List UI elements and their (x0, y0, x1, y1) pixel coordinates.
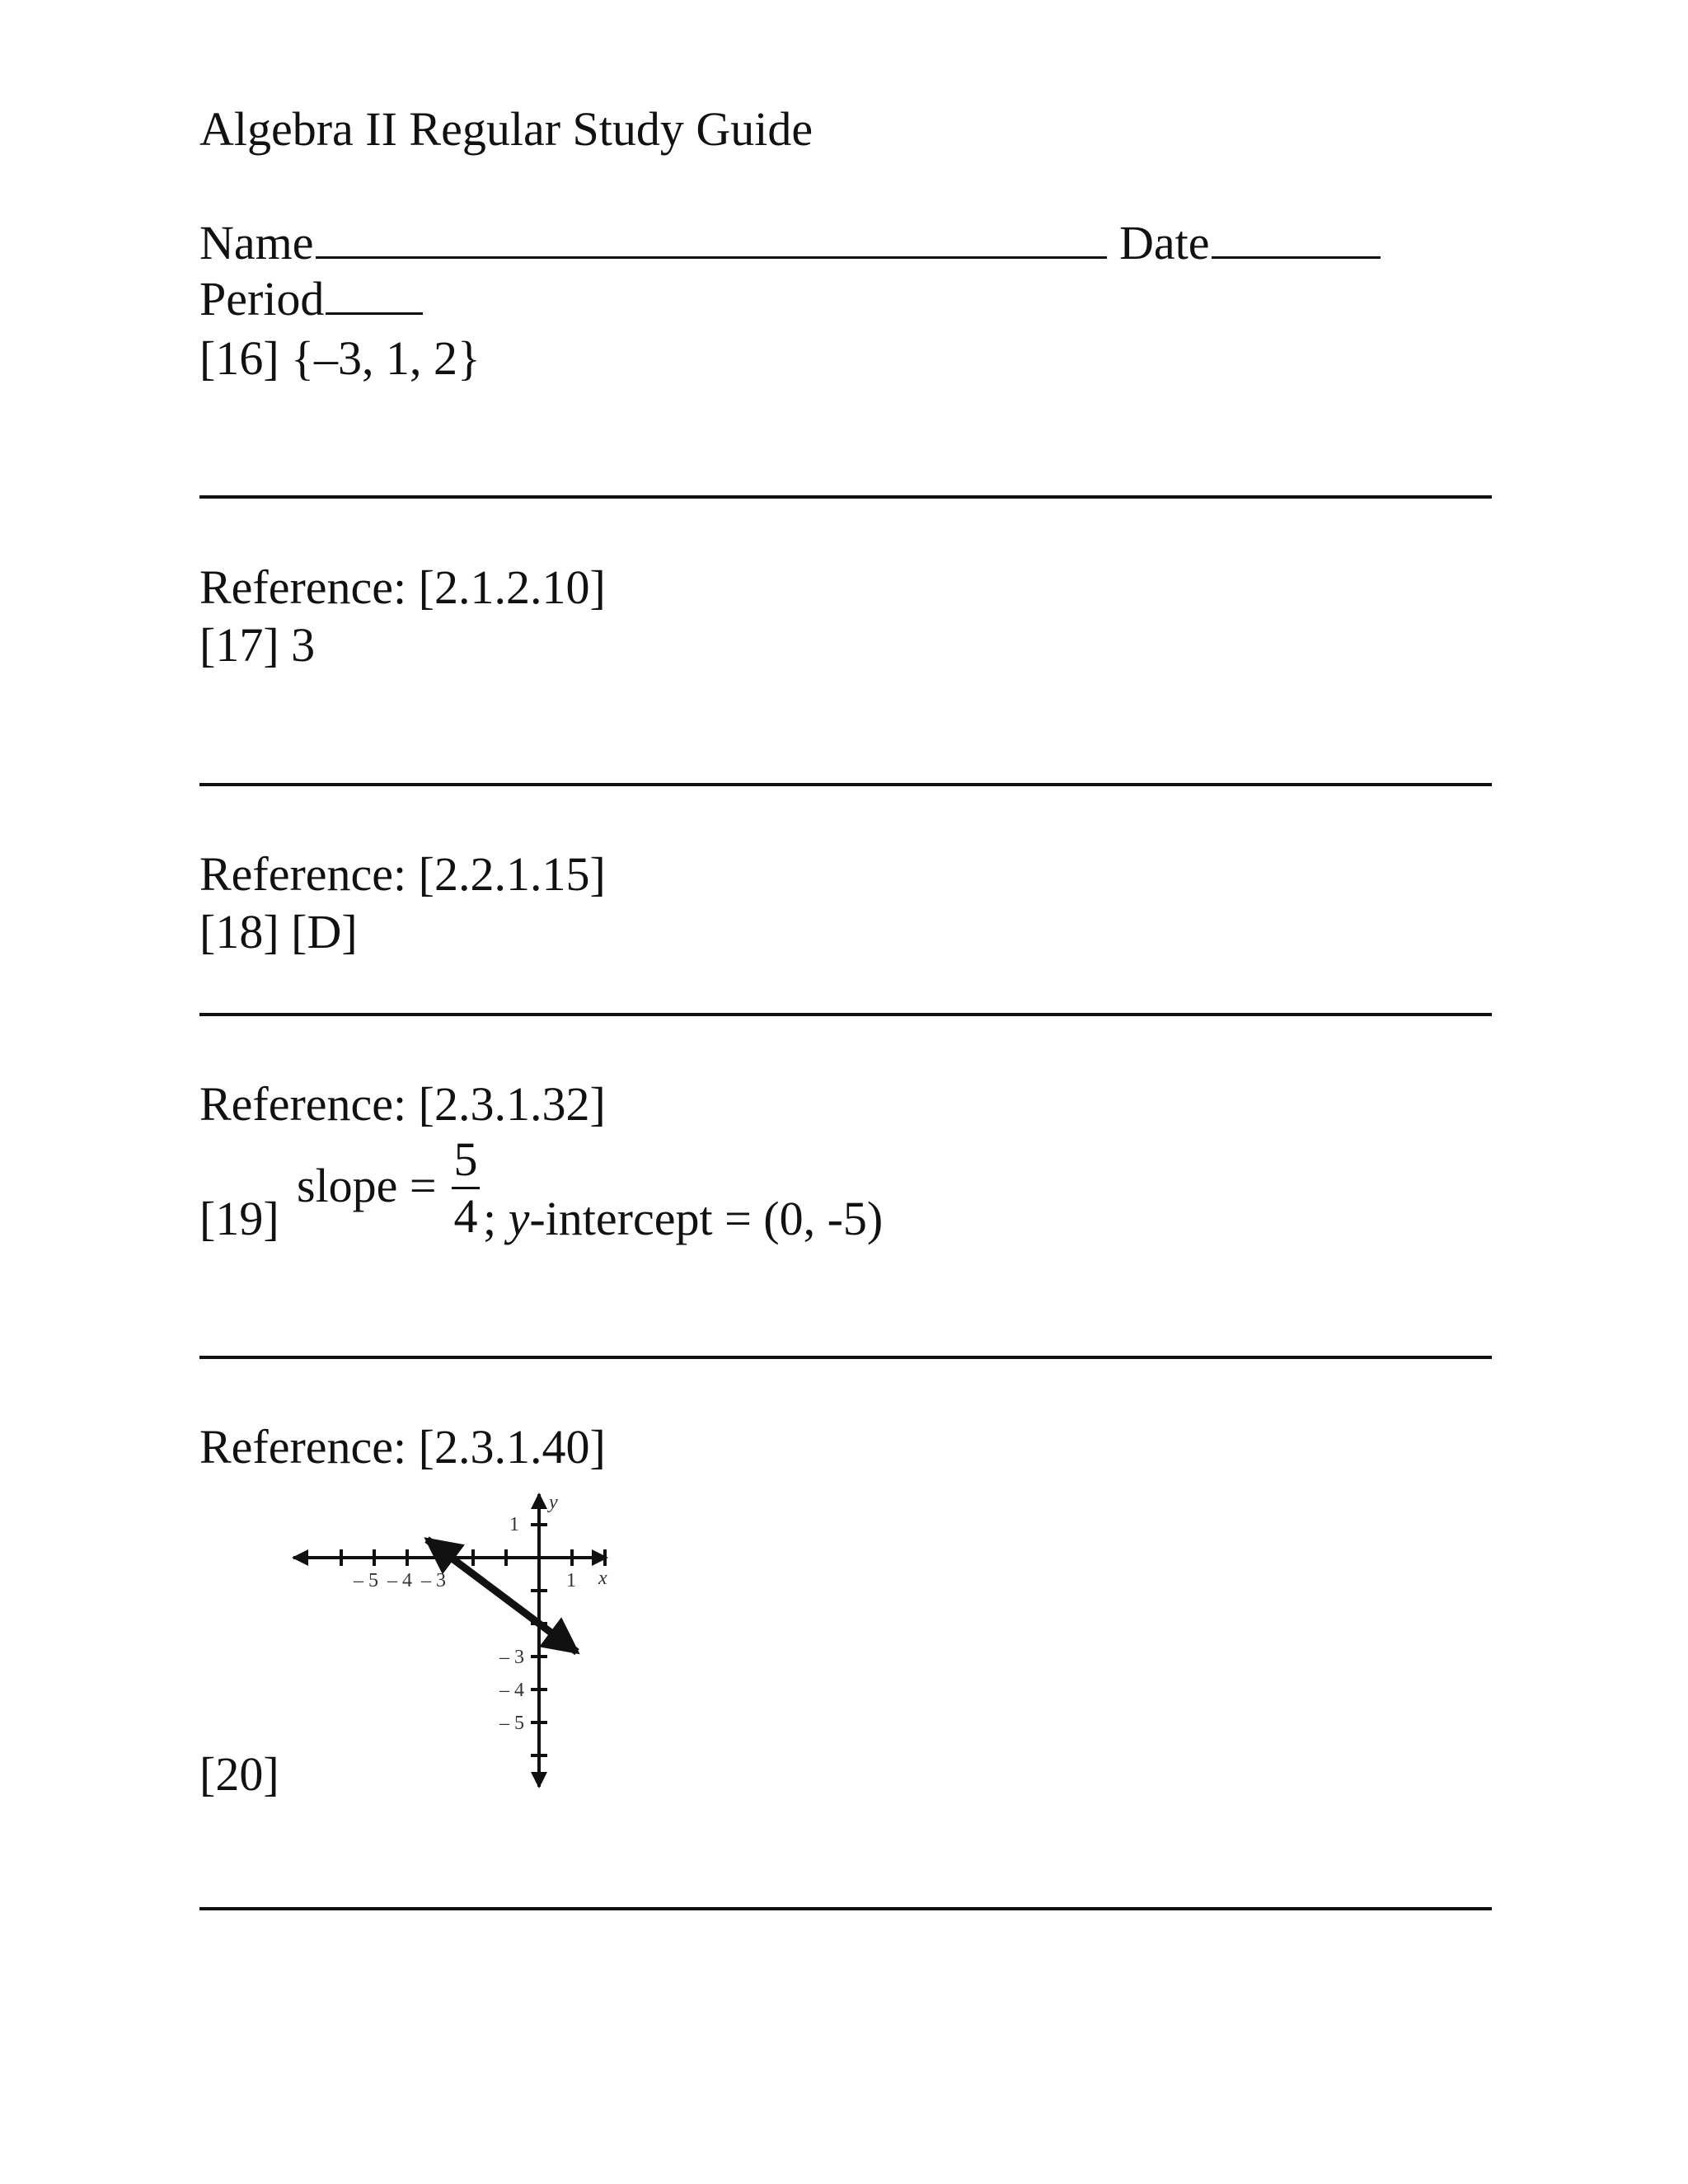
y-axis-label: y (549, 1492, 558, 1513)
answer-text: {–3, 1, 2} (291, 331, 481, 385)
divider (199, 1356, 1492, 1359)
y-tick-label-neg3: – 3 (499, 1647, 524, 1668)
period-field[interactable] (326, 312, 423, 315)
date-field[interactable] (1212, 255, 1381, 259)
answer-19-number: [19] (199, 1192, 279, 1245)
answer-number: [17] (199, 618, 279, 672)
intercept-text (483, 1192, 884, 1245)
page-title: Algebra II Regular Study Guide (199, 102, 814, 156)
slope-numerator: 5 (453, 1132, 478, 1186)
answer-17 (199, 618, 316, 672)
answer-text: 3 (291, 618, 316, 672)
period-label: Period (199, 272, 325, 326)
reference-17: Reference: [2.2.1.15] (199, 847, 606, 901)
slope-fraction (452, 1132, 480, 1243)
name-field[interactable] (316, 255, 1107, 259)
reference-19: Reference: [2.3.1.40] (199, 1420, 606, 1474)
reference-18: Reference: [2.3.1.32] (199, 1077, 606, 1131)
divider (199, 1013, 1492, 1016)
axis-labels (353, 1492, 607, 1734)
divider (199, 495, 1492, 499)
y-tick-label-neg5: – 5 (499, 1713, 524, 1734)
answer-number: [18] (199, 905, 279, 958)
answer-18 (199, 905, 358, 958)
answer-16 (199, 331, 481, 385)
intercept-value: -intercept = (0, -5) (529, 1192, 884, 1245)
date-label: Date (1119, 216, 1210, 269)
slope-label: slope = (297, 1159, 437, 1212)
x-tick-label-neg3: – 3 (421, 1570, 446, 1591)
x-tick-label-neg4: – 4 (387, 1570, 412, 1591)
divider (199, 783, 1492, 786)
x-tick-label-neg5: – 5 (354, 1570, 378, 1591)
y-tick-label-1: 1 (509, 1514, 519, 1535)
line-graph (280, 1475, 626, 1797)
answer-text: [D] (291, 905, 358, 958)
separator: ; (483, 1192, 497, 1245)
y-tick-label-neg4: – 4 (499, 1680, 524, 1701)
x-tick-label-1: 1 (566, 1570, 576, 1591)
answer-number: [16] (199, 331, 279, 385)
slope-denominator: 4 (453, 1189, 478, 1243)
reference-16: Reference: [2.1.2.10] (199, 560, 606, 614)
name-label: Name (199, 216, 314, 269)
name-line (199, 216, 1107, 269)
period-line (199, 272, 423, 326)
date-line (1119, 216, 1381, 269)
x-axis-label: x (598, 1568, 607, 1589)
intercept-variable: y (508, 1192, 530, 1245)
answer-20-number: [20] (199, 1747, 279, 1801)
divider (199, 1907, 1492, 1910)
